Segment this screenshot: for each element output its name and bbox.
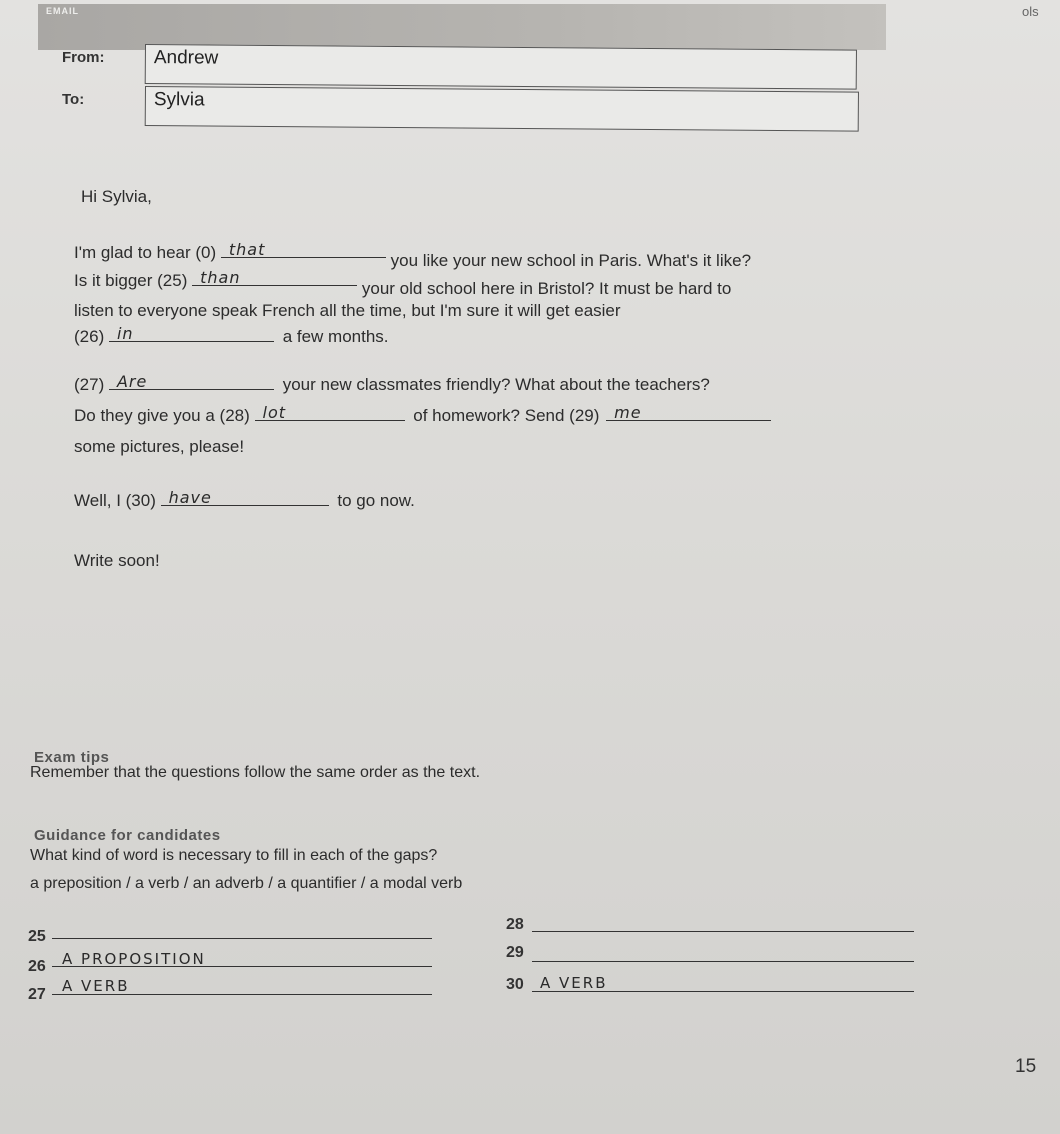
answer-line-25[interactable] (52, 922, 432, 939)
from-label: From: (62, 49, 105, 66)
letter-line: some pictures, please! (74, 437, 245, 456)
email-header-bar (38, 4, 886, 50)
answer-26: in (116, 324, 134, 343)
line-text: Do they give you a (28) (74, 406, 250, 425)
signoff: Write soon! (74, 551, 160, 570)
answer-28: lot (262, 403, 287, 422)
line-text: of homework? Send (29) (413, 406, 600, 425)
answer-number: 28 (506, 916, 524, 933)
line-text: Well, I (30) (74, 491, 156, 510)
guidance-heading: Guidance for candidates (34, 827, 221, 844)
answer-text: A VERB (62, 977, 130, 995)
line-text: a few months. (282, 327, 389, 346)
gap-29[interactable] (606, 403, 771, 422)
gap-25[interactable] (192, 268, 357, 287)
letter-line (74, 324, 389, 347)
answer-number: 30 (506, 976, 524, 993)
gap-0[interactable] (221, 240, 386, 259)
gap-28[interactable] (255, 403, 405, 422)
greeting: Hi Sylvia, (81, 187, 152, 206)
letter-line (74, 268, 732, 298)
line-text: your old school here in Bristol? It must be hard to (361, 279, 732, 298)
page-number: 15 (1015, 1056, 1037, 1077)
from-field[interactable] (145, 44, 857, 90)
to-field[interactable] (145, 86, 859, 132)
guidance-options: a preposition / a verb / an adverb / a quantifier / a modal verb (30, 875, 463, 892)
corner-note: ols (1022, 4, 1039, 19)
from-value: Andrew (153, 47, 219, 69)
answer-30: have (168, 488, 212, 507)
answer-line-29[interactable] (532, 945, 914, 962)
email-label: EMAIL (46, 6, 79, 16)
answer-text: A PROPOSITION (62, 950, 206, 968)
answer-29: me (614, 403, 642, 422)
line-text: I'm glad to hear (0) (74, 243, 217, 262)
answer-number: 25 (28, 928, 46, 945)
answer-line-28[interactable] (532, 915, 914, 932)
letter-line: listen to everyone speak French all the time, but I'm sure it will get easier (74, 301, 621, 320)
answer-number: 27 (28, 986, 46, 1003)
exam-tips-text: Remember that the questions follow the same order as the text. (30, 764, 481, 781)
line-text: (26) (74, 327, 105, 346)
gap-27[interactable] (109, 372, 274, 391)
to-value: Sylvia (153, 89, 205, 111)
gap-26[interactable] (109, 324, 274, 343)
answer-0: that (228, 240, 266, 259)
answer-27: Are (116, 372, 148, 391)
line-text: you like your new school in Paris. What's it like? (390, 251, 752, 270)
line-text: (27) (74, 375, 105, 394)
line-text: to go now. (337, 491, 415, 510)
answer-text: A VERB (540, 974, 608, 992)
line-text: Is it bigger (25) (74, 271, 188, 290)
guidance-question: What kind of word is necessary to fill in each of the gaps? (30, 847, 438, 864)
letter-line (74, 403, 765, 426)
letter-line (74, 240, 752, 270)
line-text: your new classmates friendly? What about the teachers? (282, 375, 710, 394)
gap-30[interactable] (161, 488, 329, 507)
answer-number: 26 (28, 958, 46, 975)
to-label: To: (62, 91, 85, 108)
letter-line (74, 372, 710, 395)
letter-line (74, 488, 415, 511)
answer-25: than (200, 268, 241, 287)
answer-number: 29 (506, 944, 524, 961)
exam-tips-heading: Exam tips (34, 749, 110, 766)
